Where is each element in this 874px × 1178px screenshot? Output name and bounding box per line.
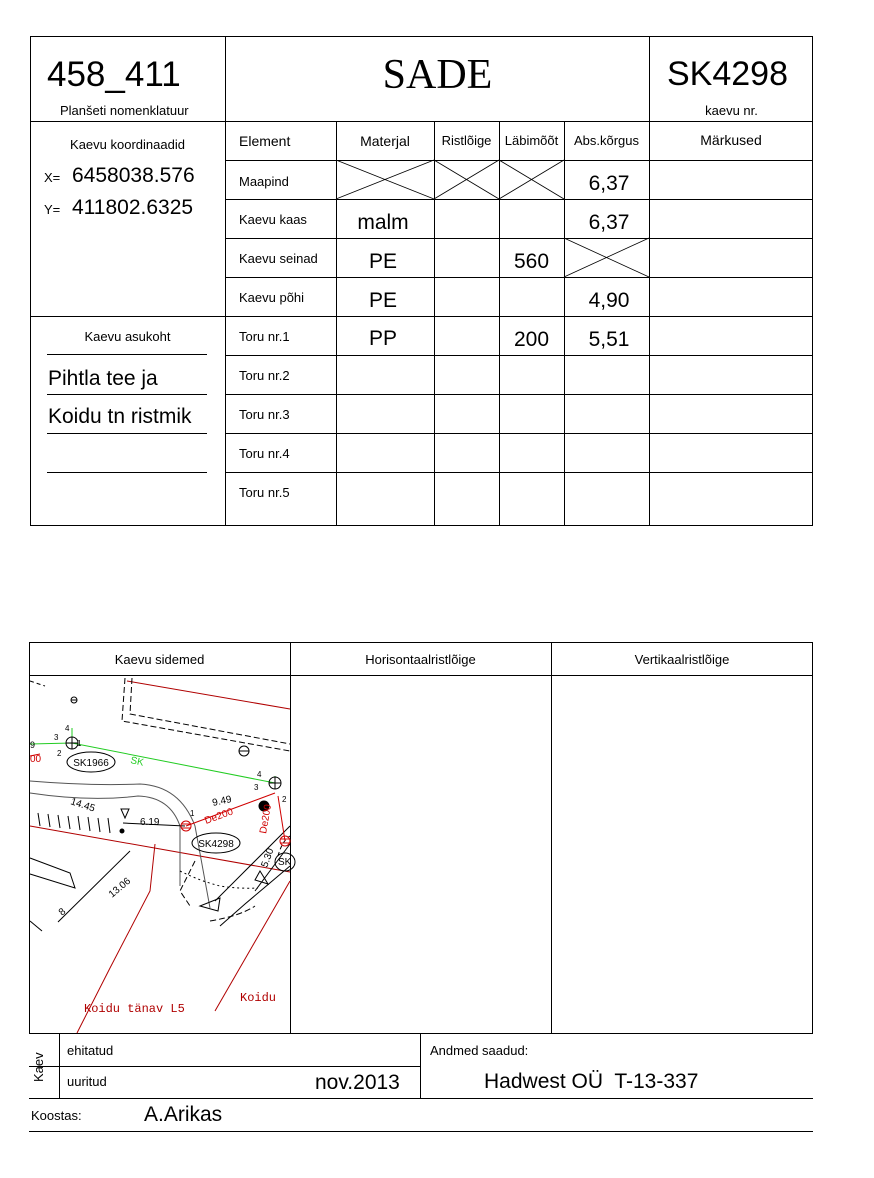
- svg-text:4: 4: [65, 724, 70, 733]
- svg-text:1: 1: [190, 809, 195, 818]
- col-header-diameter: Läbimõõt: [504, 133, 559, 148]
- map-dimension: 6.19: [140, 817, 160, 828]
- author-label: Koostas:: [31, 1108, 82, 1123]
- map-label-well-partial: SK: [278, 857, 292, 868]
- survey-date: nov.2013: [315, 1071, 400, 1094]
- row-label: Toru nr.3: [239, 407, 290, 422]
- col-header-notes: Märkused: [700, 132, 762, 148]
- map-label-well-main: SK4298: [198, 839, 234, 850]
- map-label-well-other: SK1966: [73, 758, 109, 769]
- map-dimension: 5.30: [259, 846, 277, 870]
- footpath: [180, 871, 258, 888]
- svg-text:2: 2: [282, 795, 287, 804]
- horizontal-section-label: Horisontaalristlõige: [365, 652, 476, 667]
- x-label: X=: [44, 170, 61, 185]
- cell-elevation: 4,90: [588, 289, 630, 312]
- row-label: Kaevu põhi: [239, 290, 305, 305]
- built-label: ehitatud: [67, 1043, 114, 1058]
- map-label-de200: De200: [203, 806, 235, 827]
- map-dimension: 14.45: [69, 796, 97, 815]
- cell-diameter: 200: [513, 328, 550, 351]
- cell-diameter: 560: [513, 250, 550, 273]
- row-label: Toru nr.5: [239, 485, 290, 500]
- cell-material: malm: [357, 211, 409, 234]
- footpath: [210, 906, 255, 921]
- svg-text:2: 2: [57, 749, 62, 758]
- building-outline: [30, 681, 45, 686]
- document-type: SADE: [382, 52, 493, 98]
- connections-label: Kaevu sidemed: [114, 652, 205, 667]
- svg-text:1: 1: [77, 739, 82, 748]
- svg-text:3: 3: [254, 783, 259, 792]
- row-label: Toru nr.4: [239, 446, 290, 461]
- building-outline: [130, 678, 290, 744]
- svg-text:8: 8: [56, 906, 69, 919]
- svg-text:3: 3: [54, 733, 59, 742]
- author-name: A.Arikas: [144, 1103, 223, 1126]
- row-label: Toru nr.1: [239, 329, 290, 344]
- coordinates-label: Kaevu koordinaadid: [70, 137, 185, 152]
- col-header-elevation: Abs.kõrgus: [573, 133, 640, 148]
- y-value: 411802.6325: [72, 196, 194, 219]
- vertical-section-label: Vertikaalristlõige: [634, 652, 730, 667]
- well-number-label: kaevu nr.: [705, 103, 758, 118]
- col-header-material: Materjal: [360, 133, 410, 149]
- map-label-partial: 00: [30, 754, 42, 765]
- nomenclature-value: 458_411: [47, 55, 181, 94]
- road-edge: [30, 858, 75, 888]
- svg-text:4: 4: [257, 770, 262, 779]
- cell-material: PP: [368, 327, 397, 350]
- crossed-cells: [0, 0, 874, 560]
- col-header-cross-section: Ristlõige: [441, 133, 492, 148]
- cell-elevation: 6,37: [588, 211, 630, 234]
- location-line2: Koidu tn ristmik: [48, 405, 192, 428]
- map-label-de200: De200: [258, 803, 275, 835]
- renovated-label: uuritud: [67, 1074, 107, 1089]
- row-label: Kaevu kaas: [239, 212, 307, 227]
- map-dimension: 9.49: [211, 794, 233, 809]
- cell-elevation: 6,37: [588, 172, 630, 195]
- footpath: [180, 861, 195, 906]
- cell-material: PE: [368, 250, 397, 273]
- data-source-label: Andmed saadud:: [430, 1043, 529, 1058]
- row-label: Kaevu seinad: [239, 251, 318, 266]
- location-label: Kaevu asukoht: [84, 329, 171, 344]
- property-line: [127, 681, 290, 709]
- svg-text:9: 9: [30, 740, 36, 750]
- row-label: Maapind: [239, 174, 289, 189]
- map-label-sk: SK: [129, 755, 145, 769]
- cell-elevation: 5,51: [588, 328, 630, 351]
- y-label: Y=: [44, 202, 61, 217]
- building-outline: [122, 678, 290, 751]
- col-header-element: Element: [239, 133, 291, 149]
- x-value: 6458038.576: [72, 164, 195, 187]
- map-dimension: 13.06: [106, 875, 134, 901]
- location-line1: Pihtla tee ja: [48, 367, 158, 390]
- well-connections-map: [30, 676, 290, 1033]
- data-source: Hadwest OÜ T-13-337: [484, 1070, 699, 1093]
- cell-material: PE: [368, 289, 397, 312]
- map-street-label: Koidu: [240, 991, 277, 1005]
- nomenclature-label: Planšeti nomenklatuur: [60, 103, 189, 118]
- well-number: SK4298: [667, 55, 788, 93]
- map-street-label: Koidu tänav L5: [84, 1002, 185, 1016]
- row-label: Toru nr.2: [239, 368, 290, 383]
